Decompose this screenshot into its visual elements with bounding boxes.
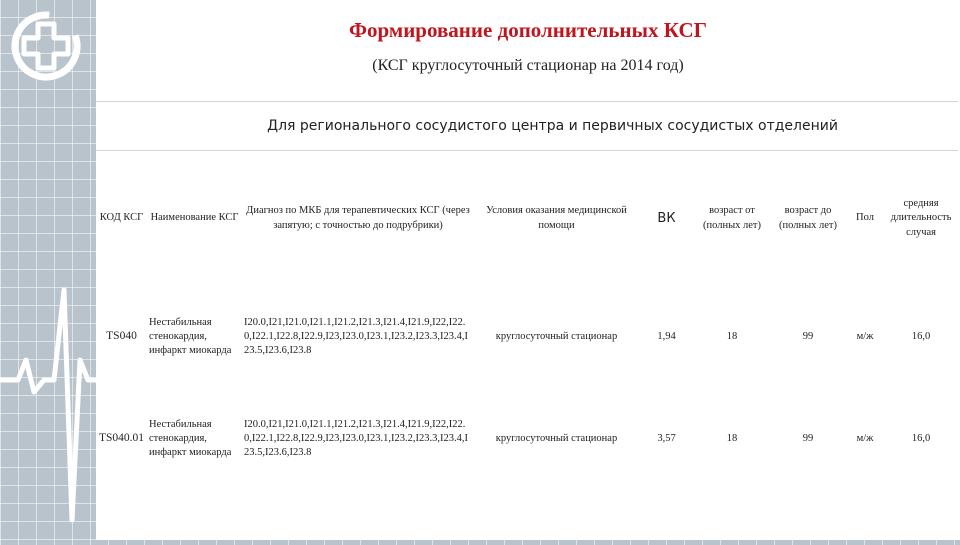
region-header-row <box>96 102 958 151</box>
row-vk: 3,57 <box>657 432 676 444</box>
row-age-to: 99 <box>802 330 814 342</box>
row-duration: 16,0 <box>911 432 931 444</box>
region-header: Для регионального сосудистого центра и первичных сосудистых отделений <box>147 102 958 151</box>
row-conditions: круглосуточный стационар <box>495 330 618 342</box>
row-name: Нестабильная стенокардия, инфаркт миокарда <box>149 316 232 357</box>
row-code: TS040.01 <box>98 432 145 445</box>
row-vk: 1,94 <box>657 330 676 342</box>
col-sex-header: Пол <box>856 212 874 224</box>
row-age-to: 99 <box>802 432 814 444</box>
col-duration-header: средняя длительность случая <box>890 198 952 238</box>
page-subtitle: (КСГ круглосуточный стационар на 2014 год) <box>372 57 684 74</box>
ecg-heartbeat-line-icon <box>0 280 100 545</box>
row-sex: м/ж <box>856 432 874 444</box>
row-sex: м/ж <box>856 330 874 342</box>
col-age-from-header: возраст от (полных лет) <box>702 205 761 231</box>
row-age-from: 18 <box>726 432 738 444</box>
row-duration: 16,0 <box>911 330 931 342</box>
medical-cross-logo-icon <box>6 6 90 95</box>
row-diagnosis: I20.0,I21,I21.0,I21.1,I21.2,I21.3,I21.4,I21.9,I22,I22.0,I22.1,I22.8,I22.9,I23,I23.0,I23.1,I23.2,I23.3,I23.4,I23.5,I23.6,I23.8 <box>244 316 468 357</box>
col-vk-header: ВК <box>657 210 676 226</box>
col-name-header: Наименование КСГ <box>150 212 239 224</box>
col-age-to-header: возраст до (полных лет) <box>778 205 837 231</box>
column-header-row <box>96 151 958 287</box>
row-code: TS040 <box>106 330 137 343</box>
col-code-header: КОД КСГ <box>99 212 144 224</box>
row-name: Нестабильная стенокардия, инфаркт миокарда <box>149 418 232 459</box>
col-diagnosis-header: Диагноз по МКБ для терапевтических КСГ (через запятую; с точностью до подрубрики) <box>246 205 470 231</box>
table-row <box>96 388 958 490</box>
row-conditions: круглосуточный стационар <box>495 432 618 444</box>
row-diagnosis: I20.0,I21,I21.0,I21.1,I21.2,I21.3,I21.4,I21.9,I22,I22.0,I22.1,I22.8,I22.9,I23,I23.0,I23.1,I23.2,I23.3,I23.4,I23.5,I23.6,I23.8 <box>244 418 468 459</box>
page-title: Формирование дополнительных КСГ <box>349 18 707 42</box>
table-row <box>96 286 958 388</box>
ksg-table <box>96 101 958 490</box>
col-conditions-header: Условия оказания медицинской помощи <box>486 205 627 231</box>
row-age-from: 18 <box>726 330 738 342</box>
